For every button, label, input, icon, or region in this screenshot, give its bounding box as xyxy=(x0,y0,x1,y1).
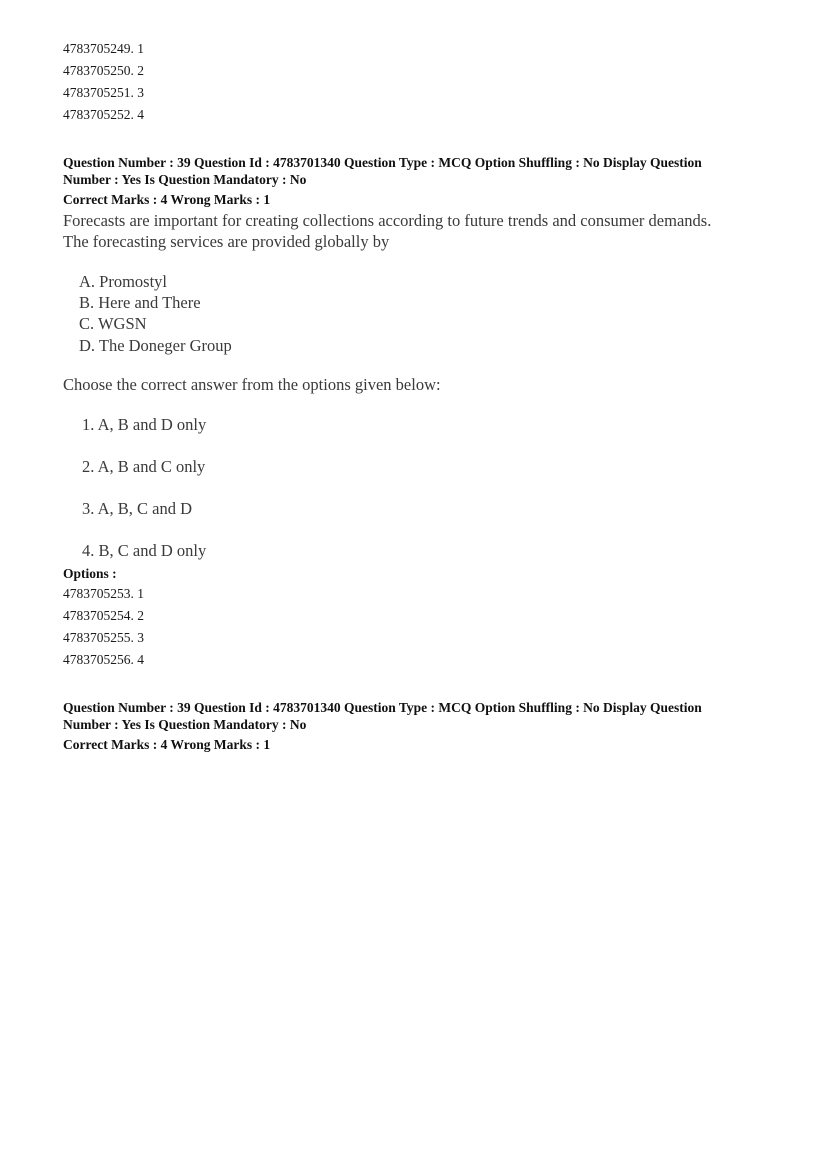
option-number: 2 xyxy=(137,608,144,623)
option-number: 3 xyxy=(137,85,144,100)
next-question-meta-line-2: Number : Yes Is Question Mandatory : No xyxy=(63,717,307,732)
option-id: 4783705256 xyxy=(63,652,131,667)
option-id: 4783705252 xyxy=(63,107,131,122)
option-4: 4783705256. 4 xyxy=(63,652,144,667)
next-question-meta-line-1: Question Number : 39 Question Id : 4783701340 Question Type : MCQ Option Shuffling : No Display Question xyxy=(63,700,702,715)
question-meta-line-2: Number : Yes Is Question Mandatory : No xyxy=(63,172,307,187)
option-id: 4783705249 xyxy=(63,41,131,56)
question-item-b: B. Here and There xyxy=(79,293,201,312)
question-item-c: C. WGSN xyxy=(79,314,147,333)
option-number: 3 xyxy=(137,630,144,645)
option-number: 4 xyxy=(137,652,144,667)
prev-option-4: 4783705252. 4 xyxy=(63,107,144,122)
options-label: Options : xyxy=(63,566,117,581)
question-instruction: Choose the correct answer from the options given below: xyxy=(63,375,441,394)
answer-choice-2: 2. A, B and C only xyxy=(82,457,206,476)
question-marks: Correct Marks : 4 Wrong Marks : 1 xyxy=(63,192,271,207)
option-3: 4783705255. 3 xyxy=(63,630,144,645)
option-number: 1 xyxy=(137,586,144,601)
option-number: 1 xyxy=(137,41,144,56)
question-meta-line-1: Question Number : 39 Question Id : 4783701340 Question Type : MCQ Option Shuffling : No Display Question xyxy=(63,155,702,170)
option-id: 4783705251 xyxy=(63,85,131,100)
prev-option-3: 4783705251. 3 xyxy=(63,85,144,100)
answer-choice-4: 4. B, C and D only xyxy=(82,541,207,560)
question-text: Forecasts are important for creating collections according to future trends and consumer demands. The forecasting services are provided globally by xyxy=(63,211,712,251)
option-2: 4783705254. 2 xyxy=(63,608,144,623)
option-1: 4783705253. 1 xyxy=(63,586,144,601)
option-id: 4783705250 xyxy=(63,63,131,78)
question-item-a: A. Promostyl xyxy=(79,272,168,291)
option-number: 2 xyxy=(137,63,144,78)
option-id: 4783705255 xyxy=(63,630,131,645)
option-id: 4783705254 xyxy=(63,608,131,623)
answer-choice-3: 3. A, B, C and D xyxy=(82,499,193,518)
answer-choice-1: 1. A, B and D only xyxy=(82,415,207,434)
prev-option-2: 4783705250. 2 xyxy=(63,63,144,78)
option-id: 4783705253 xyxy=(63,586,131,601)
question-item-d: D. The Doneger Group xyxy=(79,336,232,355)
option-number: 4 xyxy=(137,107,144,122)
prev-option-1: 4783705249. 1 xyxy=(63,41,144,56)
next-question-marks: Correct Marks : 4 Wrong Marks : 1 xyxy=(63,737,271,752)
